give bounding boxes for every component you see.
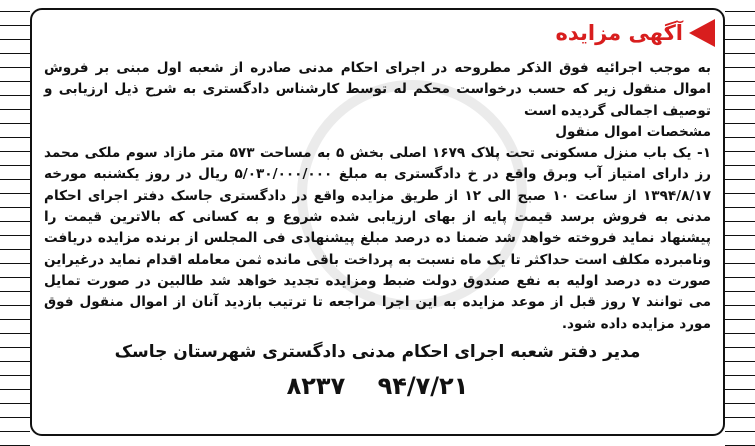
publication-date: ۹۴/۷/۲۱ [377,372,469,400]
signature-line: مدیر دفتر شعبه اجرای احکام مدنی دادگستری شهرستان جاسک [114,342,641,362]
right-hatch-border [725,0,755,446]
publication-code: ۸۲۳۷ [286,372,346,400]
item-description: ۱- یک باب منزل مسکونی تحت پلاک ۱۶۷۹ اصلی بخش ۵ به مساحت ۵۷۳ متر مازاد سوم ملکی محمد رز دارای امتیاز آب وبرق واقع در خ دادگستری به مبلغ ۵/۰۳۰/۰۰۰/۰۰۰ ریال در روز یکشنبه مورخه ۱۳۹۴/۸/۱۷ از ساعت ۱۰ صبح الی ۱۲ از طریق مزایده واقع در دادگستری جاسک دفتر اجرای احکام مدنی به فروش برسد قیمت پایه از بهای ارزیابی شده شروع و به کسانی که بالاترین قیمت را پیشنهاد نماید فروخته خواهد شد ضمنا ده درصد مبلغ پیشنهادی فی المجلس از برنده مزایده دریافت ونامبرده مکلف است حداکثر تا یک ماه نسبت به پرداخت باقی مانده ثمن معامله اقدام نماید درغیراین صورت ده درصد اولیه به نفع صندوق دولت ضبط ومزایده تجدید خواهد شد طالبین در صورت تمایل می توانند ۷ روز قبل از موعد مزایده به این اجرا مراجعه تا ترتیب بازدید آنان از اموال منقول فوق مورد مزایده داده شود. [44,145,711,332]
notice-intro: به موجب اجرائیه فوق الذکر مطروحه در اجرای احکام مدنی صادره از شعبه اول مبنی بر فروش اموال منقول زیر که حسب درخواست محکم له توسط کارشناس دادگستری به شرح ذیل ارزیابی و توصیف اجمالی گردیده است [44,60,711,119]
triangle-arrow-icon [689,19,715,47]
notice-title: آگهی مزایده [555,21,683,45]
section-heading: مشخصات اموال منقول [555,123,711,140]
notice-box [30,8,725,436]
left-hatch-border [0,0,30,446]
notice-body [44,58,711,335]
publication-code-line [32,372,723,400]
notice-header [555,16,715,50]
